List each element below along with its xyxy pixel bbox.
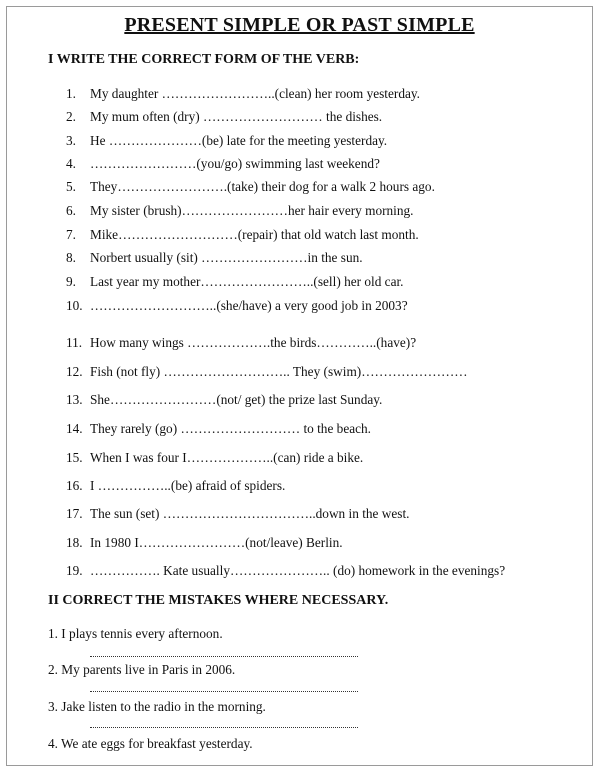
exercise-number: 16.	[66, 478, 83, 493]
exercise-number: 13.	[66, 392, 83, 407]
exercise-sentence: I ……………..(be) afraid of spiders.	[90, 478, 286, 493]
exercise-sentence: My daughter ……………………..(clean) her room yesterday.	[90, 86, 420, 101]
exercise-sentence: He …………………(be) late for the meeting yesterday.	[90, 133, 388, 148]
exercise-sentence: The sun (set) ……………………………..down in the west.	[90, 506, 410, 521]
exercise-sentence: She……………………(not/ get) the prize last Sunday.	[90, 392, 383, 407]
exercise-sentence: How many wings ……………….the birds…………..(have)?	[90, 335, 417, 350]
exercise-number: 12.	[66, 364, 83, 379]
exercise-sentence: Last year my mother……………………..(sell) her old car.	[90, 274, 404, 289]
exercise-number: 9.	[66, 274, 76, 289]
exercise-number: 7.	[66, 227, 76, 242]
exercise-number: 4.	[66, 156, 76, 171]
exercise-number: 18.	[66, 535, 83, 550]
exercise-sentence: Norbert usually (sit) ……………………in the sun.	[90, 250, 363, 265]
exercise-sentence: They rarely (go) ……………………… to the beach.	[90, 421, 372, 436]
exercise-number: 17.	[66, 506, 83, 521]
exercise-number: 19.	[66, 563, 83, 578]
mistake-item-3: 3. Jake listen to the radio in the morning.	[48, 699, 266, 714]
exercise-sentence: ……………………(you/go) swimming last weekend?	[90, 156, 380, 171]
section-1-heading: I WRITE THE CORRECT FORM OF THE VERB:	[48, 52, 360, 67]
exercise-number: 8.	[66, 250, 76, 265]
answer-line-1[interactable]	[90, 656, 358, 657]
exercise-number: 3.	[66, 133, 76, 148]
exercise-sentence: Mike………………………(repair) that old watch last month.	[90, 227, 419, 242]
exercise-sentence: They…………………….(take) their dog for a walk 2 hours ago.	[90, 179, 435, 194]
exercise-sentence: ………………………..(she/have) a very good job in 2003?	[90, 298, 408, 313]
exercise-sentence: My sister (brush)……………………her hair every morning.	[90, 203, 414, 218]
answer-line-2[interactable]	[90, 691, 358, 692]
exercise-number: 11.	[66, 335, 83, 350]
exercise-number: 2.	[66, 109, 76, 124]
section-2-heading: II CORRECT THE MISTAKES WHERE NECESSARY.	[48, 593, 389, 608]
exercise-number: 1.	[66, 86, 76, 101]
exercise-number: 14.	[66, 421, 83, 436]
mistake-item-1: 1. I plays tennis every afternoon.	[48, 626, 223, 641]
answer-line-3[interactable]	[90, 727, 358, 728]
exercise-sentence: Fish (not fly) ……………………….. They (swim)……………………	[90, 364, 468, 379]
exercise-number: 10.	[66, 298, 83, 313]
exercise-number: 5.	[66, 179, 76, 194]
mistake-item-4: 4. We ate eggs for breakfast yesterday.	[48, 736, 253, 751]
exercise-sentence: My mum often (dry) ……………………… the dishes.	[90, 109, 383, 124]
exercise-number: 6.	[66, 203, 76, 218]
exercise-sentence: In 1980 I……………………(not/leave) Berlin.	[90, 535, 343, 550]
exercise-number: 15.	[66, 450, 83, 465]
mistake-item-2: 2. My parents live in Paris in 2006.	[48, 662, 236, 677]
exercise-sentence: When I was four I………………..(can) ride a bike.	[90, 450, 364, 465]
exercise-sentence: ……………. Kate usually………………….. (do) homework in the evenings?	[90, 563, 506, 578]
worksheet-title: PRESENT SIMPLE OR PAST SIMPLE	[124, 14, 475, 36]
